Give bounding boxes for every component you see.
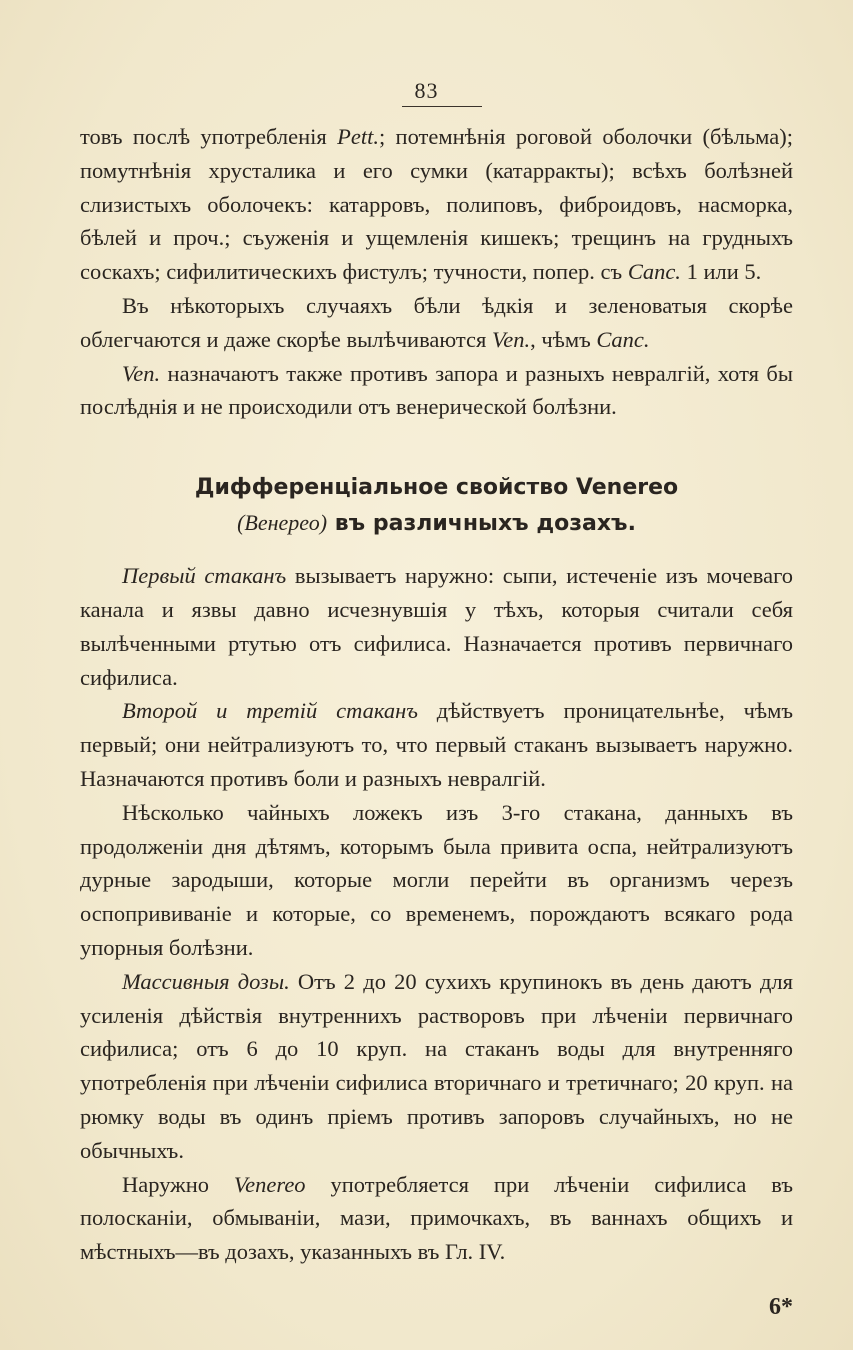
- term-italic: Массивныя дозы.: [122, 968, 290, 994]
- heading-rest: въ различныхъ дозахъ.: [327, 511, 636, 537]
- remedy-abbrev: Canc.: [596, 326, 650, 352]
- heading-italic-part: (Венерео): [237, 510, 328, 536]
- remedy-abbrev: Ven.: [491, 326, 531, 352]
- paragraph: [80, 289, 793, 357]
- text-run: Наружно: [122, 1171, 234, 1197]
- section-heading: [80, 470, 793, 541]
- paragraph-continuation: [80, 120, 793, 289]
- text-run: , чѣмъ: [530, 326, 597, 352]
- section-heading-line2: [80, 505, 793, 541]
- text-run: употребляется при лѣченіи сифилиса въ полосканіи, обмываніи, мази, примочкахъ, въ ваннахъ общихъ и мѣстныхъ—въ дозахъ, указанныхъ въ Гл. IV.: [80, 1171, 793, 1265]
- page-body: [80, 120, 793, 1269]
- text-run: товъ послѣ употребленія: [80, 124, 338, 149]
- text-run: вызываетъ наружно: сыпи, истеченіе изъ мочеваго канала и язвы давно исчезнувшія у тѣхъ, которыя считали себя вылѣченными ртутью отъ сифилиса. Назначается противъ первичнаго сифилиса.: [80, 563, 793, 690]
- paragraph: [80, 965, 793, 1168]
- text-run: ; потемнѣнія роговой оболочки (бѣльма); помутнѣнія хрусталика и его сумки (катарракты); всѣхъ болѣзней слизистыхъ оболочекъ: катарровъ, полиповъ, фиброидовъ, насморка, бѣлей и проч.; съуженія и ущемленія кишекъ; трещинъ на грудныхъ соскахъ; сифилитическихъ фистулъ; тучности, попер. съ: [80, 124, 793, 285]
- paragraph: [80, 796, 793, 965]
- remedy-abbrev: Pett.: [337, 124, 379, 149]
- paragraph: [80, 1168, 793, 1269]
- paragraph: [80, 559, 793, 694]
- page-number: 83: [414, 78, 439, 103]
- remedy-abbrev: Ven.: [122, 360, 161, 386]
- text-run: Отъ 2 до 20 сухихъ крупинокъ въ день даютъ для усиленія дѣйствія внутреннихъ растворовъ при лѣченіи первичнаго сифилиса; отъ 6 до 10 круп. на стаканъ воды для внутренняго употребленія при лѣченіи сифилиса вторичнаго и третичнаго; 20 круп. на рюмку воды въ одинъ пріемъ противъ запоровъ случайныхъ, но не обычныхъ.: [80, 968, 794, 1163]
- paragraph: [80, 694, 793, 795]
- text-run: Нѣсколько чайныхъ ложекъ изъ 3-го стакана, данныхъ въ продолженіи дня дѣтямъ, которымъ была привита оспа, нейтрализуютъ дурные зародыши, которые могли перейти въ организмъ черезъ оспопрививаніе и которые, со временемъ, порождаютъ всякаго рода упорныя болѣзни.: [80, 799, 793, 960]
- term-italic: Первый стаканъ: [122, 563, 287, 589]
- section-heading-line1: Дифференціальное свойство Venereo: [194, 475, 679, 501]
- remedy-abbrev: Canc.: [627, 259, 681, 285]
- text-run: назначаютъ также противъ запора и разныхъ невралгій, хотя бы послѣднія и не происходили отъ венерической болѣзни.: [80, 360, 793, 420]
- text-run: дѣйствуетъ проницательнѣе, чѣмъ первый; они нейтрализуютъ то, что первый стаканъ вызываетъ наружно. Назначаются противъ боли и разныхъ невралгій.: [80, 698, 793, 791]
- term-italic: Второй и третій стаканъ: [122, 698, 418, 724]
- remedy-name: Venereo: [233, 1171, 306, 1197]
- printer-signature: 6*: [769, 1294, 793, 1320]
- text-run: Въ нѣкоторыхъ случаяхъ бѣли ѣдкія и зеленоватыя скорѣе облегчаются и даже скорѣе вылѣчиваются: [80, 292, 793, 352]
- text-run: 1 или 5.: [680, 259, 762, 285]
- header-rule: [402, 106, 482, 107]
- paragraph: [80, 357, 793, 425]
